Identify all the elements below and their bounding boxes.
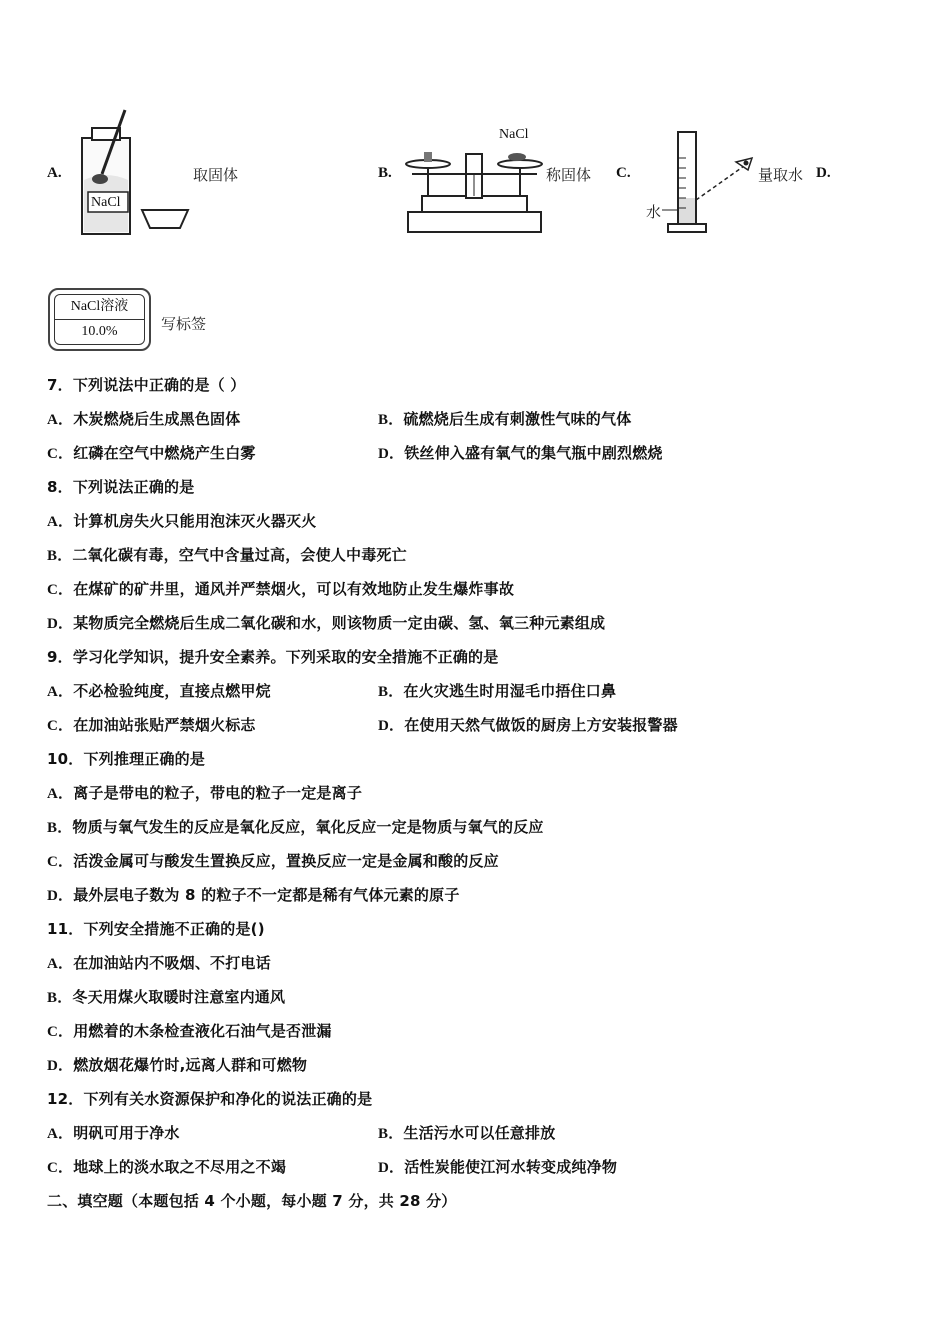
q11-option-d: D．燃放烟花爆竹时,远离人群和可燃物 — [47, 1056, 308, 1074]
bottle-label: NaCl — [91, 195, 121, 210]
q12-option-d: D．活性炭能使江河水转变成纯净物 — [378, 1158, 618, 1176]
q7-option-b: B．硫燃烧后生成有刺激性气味的气体 — [378, 410, 632, 428]
pan-label: NaCl — [499, 127, 529, 142]
option-c-letter: C. — [616, 165, 631, 181]
question-9-stem: 9．学习化学知识，提升安全素养。下列采取的安全措施不正确的是 — [47, 648, 499, 666]
water-label: 水 — [646, 203, 662, 221]
question-10-stem: 10．下列推理正确的是 — [47, 750, 206, 768]
question-12-stem: 12．下列有关水资源保护和净化的说法正确的是 — [47, 1090, 373, 1108]
option-d-caption: 写标签 — [161, 315, 207, 333]
q9-option-c: C．在加油站张贴严禁烟火标志 — [47, 716, 256, 734]
tag-line1: NaCl溶液 — [55, 295, 144, 320]
q7-option-a: A．木炭燃烧后生成黑色固体 — [47, 410, 241, 428]
q10-option-b: B．物质与氧气发生的反应是氧化反应，氧化反应一定是物质与氧气的反应 — [47, 818, 544, 836]
q8-option-d: D．某物质完全燃烧后生成二氧化碳和水，则该物质一定由碳、氢、氧三种元素组成 — [47, 614, 606, 632]
q7-option-c: C．红磷在空气中燃烧产生白雾 — [47, 444, 256, 462]
section-heading: 二、填空题（本题包括 4 个小题，每小题 7 分，共 28 分） — [47, 1192, 457, 1210]
q9-option-d: D．在使用天然气做饭的厨房上方安装报警器 — [378, 716, 678, 734]
q12-option-b: B．生活污水可以任意排放 — [378, 1124, 556, 1142]
q8-option-b: B．二氧化碳有毒，空气中含量过高，会使人中毒死亡 — [47, 546, 407, 564]
option-a-caption: 取固体 — [193, 166, 239, 184]
question-7-stem: 7．下列说法中正确的是（ ） — [47, 376, 246, 394]
q12-option-c: C．地球上的淡水取之不尽用之不竭 — [47, 1158, 287, 1176]
q11-option-b: B．冬天用煤火取暖时注意室内通风 — [47, 988, 286, 1006]
q10-option-d: D．最外层电子数为 8 的粒子不一定都是稀有气体元素的原子 — [47, 886, 460, 904]
q8-option-a: A．计算机房失火只能用泡沫灭火器灭火 — [47, 512, 317, 530]
option-c-caption: 量取水 — [758, 166, 804, 184]
balance-figure — [402, 140, 547, 235]
q7-option-d: D．铁丝伸入盛有氧气的集气瓶中剧烈燃烧 — [378, 444, 663, 462]
reagent-tag — [48, 288, 151, 351]
question-11-stem: 11．下列安全措施不正确的是() — [47, 920, 265, 938]
measuring-cylinder-figure — [662, 128, 762, 236]
q9-option-b: B．在火灾逃生时用湿毛巾捂住口鼻 — [378, 682, 617, 700]
q11-option-a: A．在加油站内不吸烟、不打电话 — [47, 954, 271, 972]
q12-option-a: A．明矾可用于净水 — [47, 1124, 180, 1142]
option-d-letter: D. — [816, 165, 831, 181]
option-b-caption: 称固体 — [546, 166, 592, 184]
q11-option-c: C．用燃着的木条检查液化石油气是否泄漏 — [47, 1022, 332, 1040]
option-b-letter: B. — [378, 165, 392, 181]
tag-line2: 10.0% — [81, 324, 118, 339]
q9-option-a: A．不必检验纯度，直接点燃甲烷 — [47, 682, 271, 700]
option-a-letter: A. — [47, 165, 62, 181]
reagent-bottle-figure — [70, 100, 195, 240]
question-8-stem: 8．下列说法正确的是 — [47, 478, 195, 496]
q8-option-c: C．在煤矿的矿井里，通风并严禁烟火，可以有效地防止发生爆炸事故 — [47, 580, 515, 598]
q10-option-a: A．离子是带电的粒子，带电的粒子一定是离子 — [47, 784, 363, 802]
q10-option-c: C．活泼金属可与酸发生置换反应，置换反应一定是金属和酸的反应 — [47, 852, 499, 870]
